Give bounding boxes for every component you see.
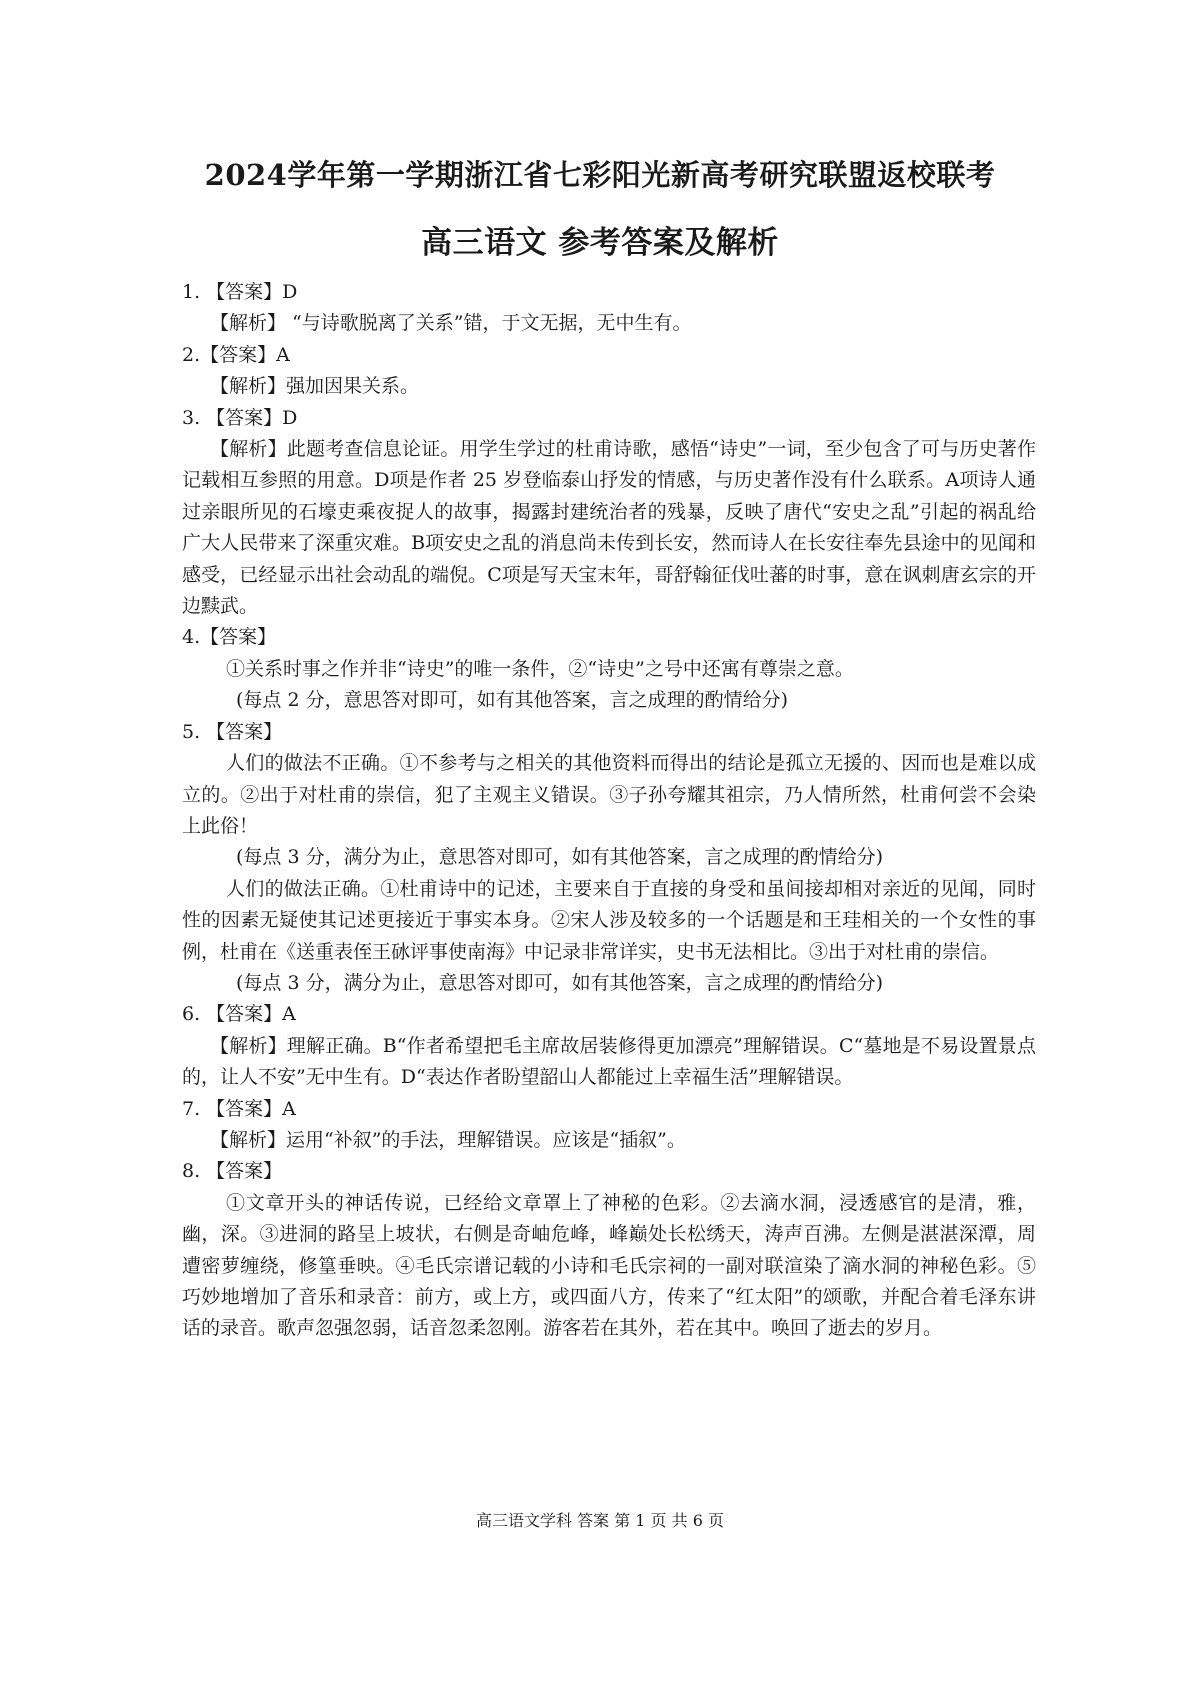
q6-answer: 6. 【答案】A [182, 1003, 296, 1026]
q8-answer: 8. 【答案】 [182, 1160, 283, 1183]
q1-analysis: 【解析】 “与诗歌脱离了关系”错，于文无据，无中生有。 [210, 312, 692, 335]
q3-answer: 3. 【答案】D [182, 406, 298, 429]
document-title: 2024学年第一学期浙江省七彩阳光新高考研究联盟返校联考 [204, 158, 996, 192]
q3-analysis: 【解析】此题考查信息论证。用学生学过的杜甫诗歌，感悟“诗史”一词，至少包含了可与历史著作记载相互参照的用意。D项是作者 25 岁登临泰山抒发的情感，与历史著作没有什么联系。A项诗人通过亲眼所见的石壕吏乘夜捉人的故事，揭露封建统治者的残暴，反映了唐代“安史之乱”引起的祸乱给广大人民带来了深重灾难。B项安史之乱的消息尚未传到长安，然而诗人在长安往奉先县途中的见闻和感受，已经显示出社会动乱的端倪。C项是写天宝末年，哥舒翰征伐吐蕃的时事，意在讽刺唐玄宗的开边黩武。 [182, 438, 1036, 618]
q5-view-incorrect: 人们的做法不正确。①不参考与之相关的其他资料而得出的结论是孤立无援的、因而也是难以成立的。②出于对杜甫的崇信，犯了主观主义错误。③子孙夸耀其祖宗，乃人情所然，杜甫何尝不会染上此俗！ [182, 752, 1036, 837]
q4-points: ①关系时事之作并非“诗史”的唯一条件，②“诗史”之号中还寓有尊崇之意。 [226, 657, 854, 680]
q5-scoring-note-1: (每点 3 分，满分为止，意思答对即可，如有其他答案，言之成理的酌情给分) [236, 846, 883, 869]
q5-answer: 5. 【答案】 [182, 720, 283, 743]
answer-body [182, 277, 1036, 1345]
q2-analysis: 【解析】强加因果关系。 [210, 375, 420, 398]
q1-answer: 1. 【答案】D [182, 281, 298, 303]
q2-answer: 2.【答案】A [182, 343, 290, 366]
q4-answer: 4.【答案】 [182, 626, 277, 649]
document-subtitle: 高三语文 参考答案及解析 [421, 225, 779, 261]
q4-scoring-note: (每点 2 分，意思答对即可，如有其他答案，言之成理的酌情给分) [236, 689, 788, 712]
q7-analysis: 【解析】运用“补叙”的手法，理解错误。应该是“插叙”。 [210, 1128, 686, 1151]
q5-view-correct: 人们的做法正确。①杜甫诗中的记述，主要来自于直接的身受和虽间接却相对亲近的见闻，同时性的因素无疑使其记述更接近于事实本身。②宋人涉及较多的一个话题是和王珪相关的一个女性的事例，杜甫在《送重表侄王砅评事使南海》中记录非常详实，史书无法相比。③出于对杜甫的崇信。 [182, 877, 1036, 963]
page-footer: 高三语文学科 答案 第 1 页 共 6 页 [476, 1511, 724, 1530]
q6-analysis: 【解析】理解正确。B“作者希望把毛主席故居装修得更加漂亮”理解错误。C“墓地是不易设置景点的，让人不安”无中生有。D“表达作者盼望韶山人都能过上幸福生活”理解错误。 [182, 1034, 1036, 1089]
q8-answer-points: ①文章开头的神话传说，已经给文章罩上了神秘的色彩。②去滴水洞，浸透感官的是清，雅，幽，深。③进洞的路呈上坡状，右侧是奇岫危峰，峰巅处长松绣天，涛声百沸。左侧是湛湛深潭，周遭密萝缠绕，修篁垂映。④毛氏宗谱记载的小诗和毛氏宗祠的一副对联渲染了滴水洞的神秘色彩。⑤巧妙地增加了音乐和录音：前方，或上方，或四面八方，传来了“红太阳”的颂歌，并配合着毛泽东讲话的录音。歌声忽强忽弱，话音忽柔忽刚。游客若在其外，若在其中。唤回了逝去的岁月。 [182, 1191, 1036, 1340]
q7-answer: 7. 【答案】A [182, 1097, 296, 1120]
q5-scoring-note-2: (每点 3 分，满分为止，意思答对即可，如有其他答案，言之成理的酌情给分) [236, 971, 883, 994]
